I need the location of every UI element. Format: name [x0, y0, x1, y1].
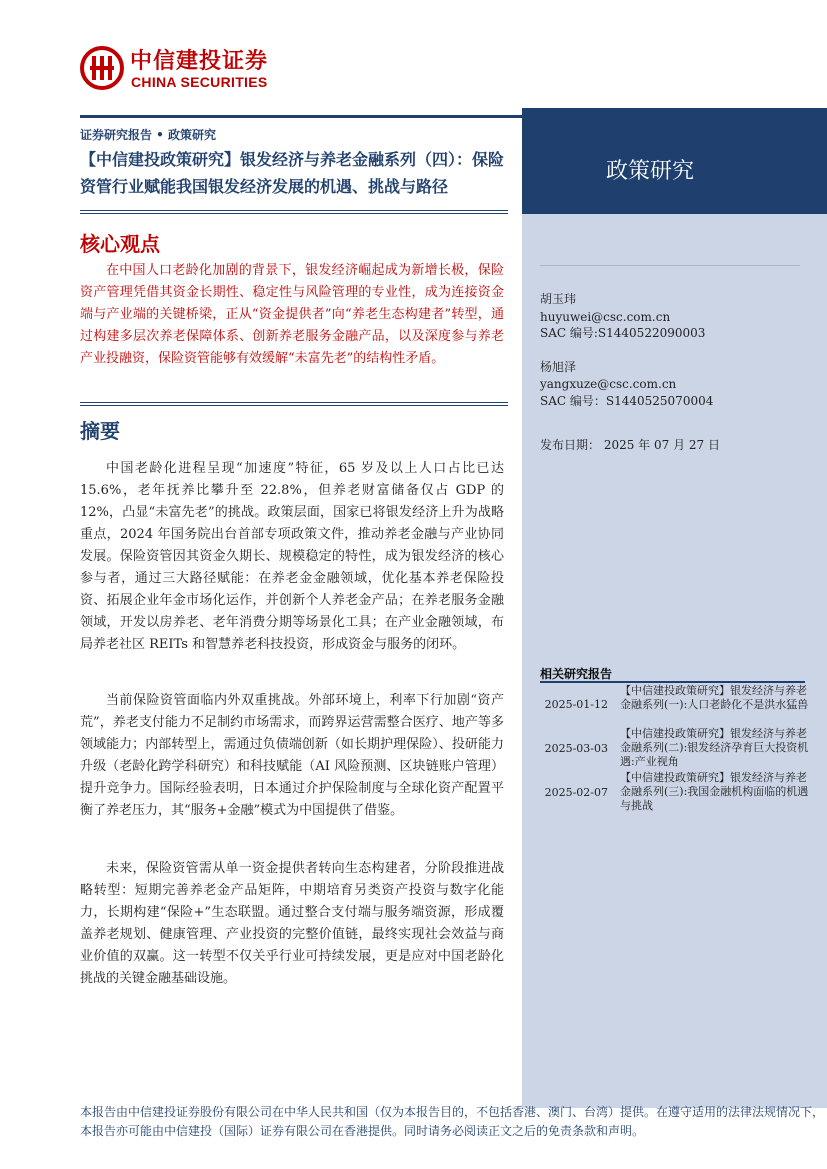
- company-logo: [80, 44, 300, 94]
- related-report-date: 2025-01-12: [544, 698, 608, 711]
- sidebar-divider: [540, 265, 800, 266]
- report-title: 【中信建投政策研究】银发经济与养老金融系列（四）：保险资管行业赋能我国银发经济发展的机遇、挑战与路径: [80, 150, 505, 196]
- publish-date: 发布日期： 2025 年 07 月 27 日: [540, 438, 720, 452]
- author-name: 杨旭泽: [540, 360, 577, 374]
- sidebar-title: 政策研究: [605, 159, 694, 184]
- logo-name-cn: 中信建投证券: [130, 49, 269, 74]
- summary-paragraph: 中国老龄化进程呈现“加速度”特征，65 岁及以上人口占比已达 15.6%，老年抚养比攀升至 22.8%，但养老财富储备仅占 GDP 的 12%，凸显“未富先老”的挑战。政策层面，国家已将银发经济上升为战略重点，2024 年国务院出台首部专项政策文件，推动养老金融与产业协同发展。保险资管因其资金久期长、规模稳定的特性，成为银发经济的核心参与者，通过三大路径赋能：在养老金金融领域，优化基本养老保险投资、拓展企业年金市场化运作，并创新个人养老金产品；在养老服务金融领域，开发以房养老、老年消费分期等场景化工具；在产业金融领域，布局养老社区 REITs 和智慧养老科技投资，形成资金与服务的闭环。: [80, 461, 504, 652]
- report-type: 证券研究报告 • 政策研究: [80, 128, 217, 142]
- author-sac: SAC 编号：S1440525070004: [540, 394, 714, 408]
- related-rule: [540, 681, 805, 683]
- summary-paragraph: 当前保险资管面临内外双重挑战。外部环境上，利率下行加剧“资产荒”，养老支付能力不足制约市场需求，而跨界运营需整合医疗、地产等多领域能力；内部转型上，需通过负债端创新（如长期护理保险）、投研能力升级（老龄化跨学科研究）和科技赋能（AI 风险预测、区块链账户管理）提升竞争力。国际经验表明，日本通过介护保险制度与全球化资产配置平衡了养老压力，其“服务+金融”模式为中国提供了借鉴。: [80, 693, 504, 818]
- author-sac: SAC 编号:S1440522090003: [540, 326, 706, 340]
- related-report-title[interactable]: 【中信建投政策研究】银发经济与养老金融系列(三):我国金融机构面临的机遇与挑战: [620, 771, 809, 812]
- summary-paragraph: 未来，保险资管需从单一资金提供者转向生态构建者，分阶段推进战略转型：短期完善养老金产品矩阵，中期培育另类资产投资与数字化能力，长期构建“保险+”生态联盟。通过整合支付端与服务端资源，形成覆盖养老规划、健康管理、产业投资的完整价值链，最终实现社会效益与商业价值的双赢。这一转型不仅关乎行业可持续发展，更是应对中国老龄化挑战的关键金融基础设施。: [80, 861, 504, 986]
- author-email[interactable]: yangxuze@csc.com.cn: [540, 377, 677, 391]
- core-view-text: 在中国人口老龄化加剧的背景下，银发经济崛起成为新增长极，保险资产管理凭借其资金长期性、稳定性与风险管理的专业性，成为连接资金端与产业端的关键桥梁，正从“资金提供者”向“养老生态构建者”转型，通过构建多层次养老保障体系、创新养老服务金融产品，以及深度参与养老产业投融资，保险资管能够有效缓解“未富先老”的结构性矛盾。: [80, 263, 504, 366]
- section-rule: [80, 402, 508, 406]
- author-email[interactable]: huyuwei@csc.com.cn: [540, 310, 671, 324]
- footer-disclaimer: 本报告由中信建投证券股份有限公司在中华人民共和国（仅为本报告目的，不包括香港、澳门、台湾）提供。在遵守适用的法律法规情况下，本报告亦可能由中信建投（国际）证券有限公司在香港提供。同时请务必阅读正文之后的免责条款和声明。: [80, 1105, 825, 1138]
- core-view-heading: 核心观点: [80, 232, 160, 256]
- logo-name-en: CHINA SECURITIES: [131, 74, 268, 90]
- author-name: 胡玉玮: [540, 292, 577, 306]
- header-rule: [80, 115, 522, 118]
- logo-emblem-icon: [80, 46, 124, 90]
- related-reports-heading: 相关研究报告: [540, 667, 613, 681]
- related-report-date: 2025-02-07: [544, 786, 608, 799]
- sidebar-panel: [522, 108, 827, 1108]
- related-report-date: 2025-03-03: [544, 742, 608, 755]
- title-rule: [80, 210, 508, 214]
- related-report-title[interactable]: 【中信建投政策研究】银发经济与养老金融系列(二):银发经济孕育巨大投资机遇:产业视角: [620, 727, 809, 768]
- summary-heading: 摘要: [80, 419, 120, 443]
- related-report-title[interactable]: 【中信建投政策研究】银发经济与养老金融系列(一):人口老龄化不是洪水猛兽: [620, 684, 809, 711]
